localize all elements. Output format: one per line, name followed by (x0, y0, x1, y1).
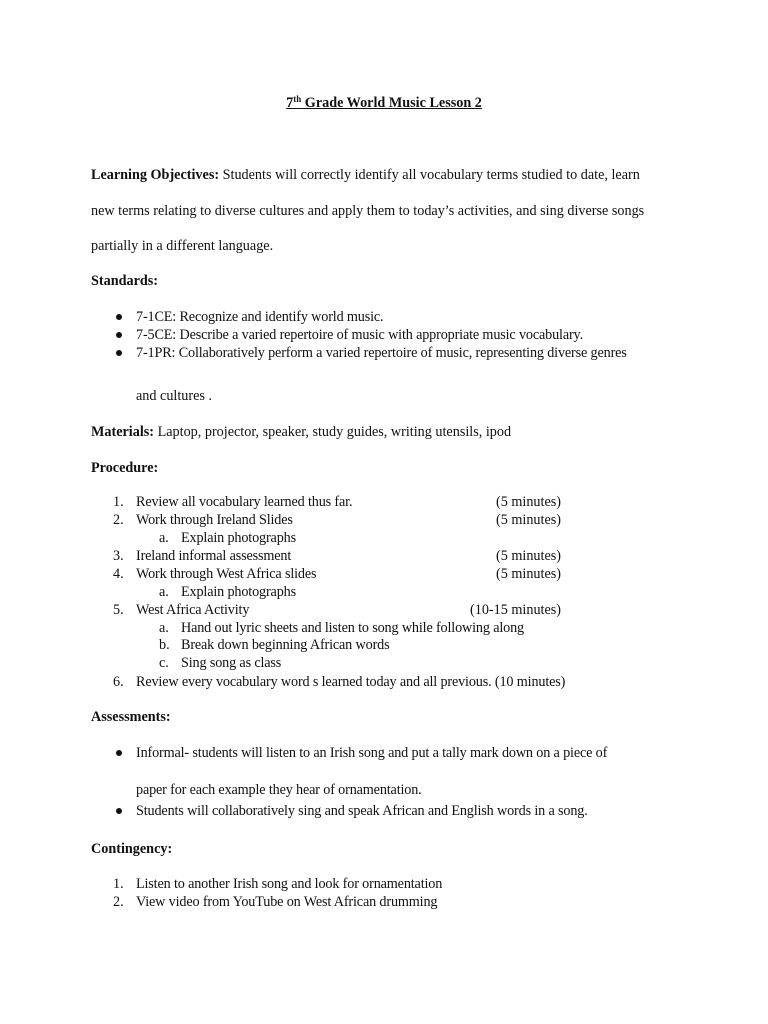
procedure-step-text: Review every vocabulary word s learned today and all previous. (10 minutes) (136, 674, 566, 690)
objectives-line-3: partially in a different language. (91, 238, 274, 254)
contingency-item-text: Listen to another Irish song and look for ornamentation (136, 876, 443, 892)
page-title (0, 94, 768, 112)
procedure-step-text: Review all vocabulary learned thus far. (136, 494, 353, 510)
procedure-step-number: 6. (113, 674, 124, 690)
procedure-substep-text: Sing song as class (181, 655, 282, 671)
procedure-step-time: (10-15 minutes) (470, 602, 562, 618)
bullet-icon (116, 332, 122, 338)
bullet-icon (116, 314, 122, 320)
procedure-step-text: Ireland informal assessment (136, 548, 292, 564)
title-number: 7 (286, 95, 294, 111)
assessments-heading: Assessments: (91, 709, 171, 725)
contingency-item-number: 2. (113, 894, 124, 910)
objectives-line-1 (91, 166, 640, 184)
procedure-step-number: 3. (113, 548, 124, 564)
procedure-step-text: Work through Ireland Slides (136, 512, 293, 528)
procedure-substep-text: Break down beginning African words (181, 637, 390, 653)
standard-item-3-continuation: and cultures . (136, 388, 213, 404)
contingency-item-text: View video from YouTube on West African drumming (136, 894, 438, 910)
standard-item-2: 7-5CE: Describe a varied repertoire of music with appropriate music vocabulary. (136, 327, 583, 343)
standards-heading: Standards: (91, 273, 159, 289)
standard-item-1: 7-1CE: Recognize and identify world music. (136, 309, 384, 325)
contingency-heading: Contingency: (91, 841, 173, 857)
materials-heading: Materials: (91, 424, 155, 440)
assessment-item-2: Students will collaboratively sing and speak African and English words in a song. (136, 803, 588, 819)
procedure-step-time: (5 minutes) (496, 512, 562, 528)
objectives-line-2: new terms relating to diverse cultures and apply them to today’s activities, and sing diverse songs (91, 203, 645, 219)
contingency-item-number: 1. (113, 876, 124, 892)
procedure-substep-text: Explain photographs (181, 530, 296, 546)
procedure-substep-letter: a. (159, 620, 169, 636)
procedure-heading: Procedure: (91, 460, 159, 476)
procedure-step-number: 2. (113, 512, 124, 528)
procedure-step-time: (5 minutes) (496, 566, 562, 582)
title-text: Grade World Music Lesson 2 (301, 95, 482, 111)
materials-text: Laptop, projector, speaker, study guides, writing utensils, ipod (154, 424, 512, 440)
procedure-step-text: Work through West Africa slides (136, 566, 317, 582)
procedure-substep-letter: b. (159, 637, 170, 653)
procedure-substep-letter: c. (159, 655, 169, 671)
objectives-heading: Learning Objectives: (91, 167, 220, 183)
assessment-item-1-line-1: Informal- students will listen to an Irish song and put a tally mark down on a piece of (136, 745, 608, 761)
procedure-substep-letter: a. (159, 530, 169, 546)
procedure-step-number: 4. (113, 566, 124, 582)
bullet-icon (116, 808, 122, 814)
standard-item-3: 7-1PR: Collaboratively perform a varied repertoire of music, representing diverse genres (136, 345, 627, 361)
procedure-step-time: (5 minutes) (496, 494, 562, 510)
procedure-step-text: West Africa Activity (136, 602, 250, 618)
procedure-step-time: (5 minutes) (496, 548, 562, 564)
procedure-step-number: 1. (113, 494, 124, 510)
assessment-item-1-line-2: paper for each example they hear of ornamentation. (136, 782, 422, 798)
objectives-text-1: Students will correctly identify all vocabulary terms studied to date, learn (219, 167, 640, 183)
procedure-substep-text: Explain photographs (181, 584, 296, 600)
procedure-substep-text: Hand out lyric sheets and listen to song while following along (181, 620, 524, 636)
procedure-substep-letter: a. (159, 584, 169, 600)
title-suffix: th (293, 94, 302, 104)
bullet-icon (116, 750, 122, 756)
bullet-icon (116, 350, 122, 356)
materials-line (91, 423, 511, 441)
procedure-step-number: 5. (113, 602, 124, 618)
